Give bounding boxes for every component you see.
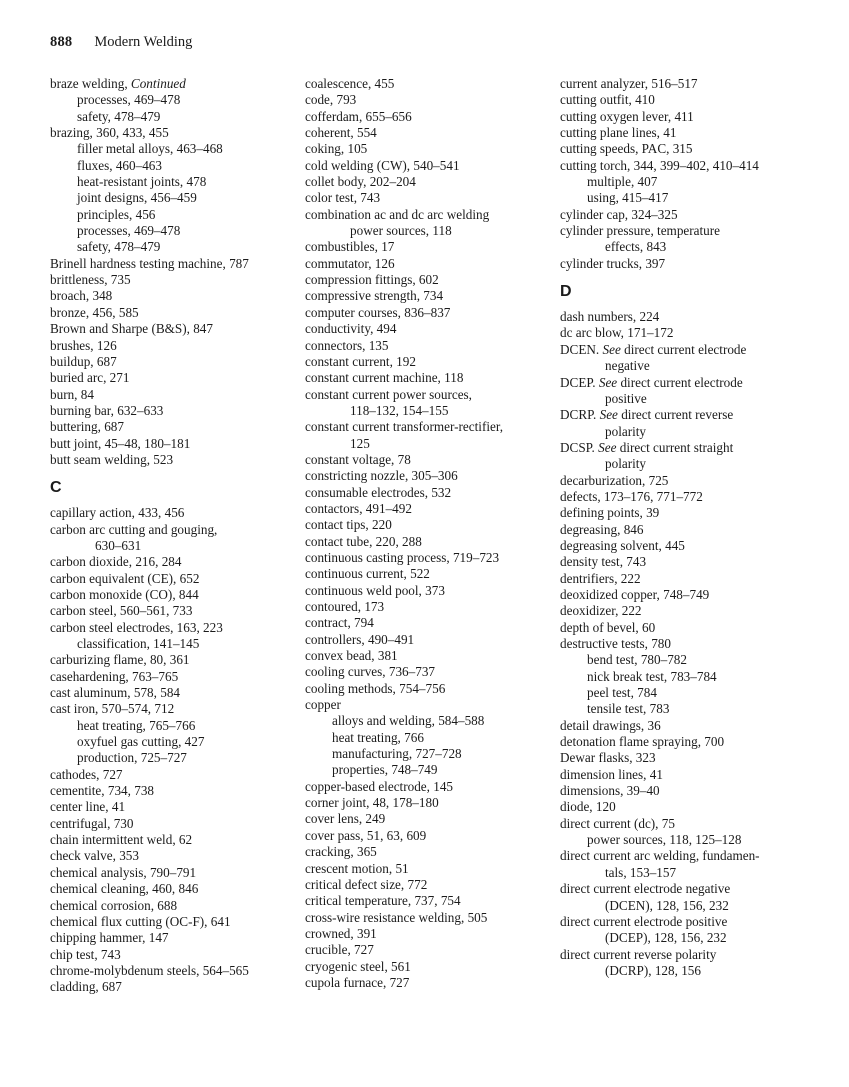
index-entry-line: direct current electrode positive: [560, 913, 728, 929]
index-entry-line: processes, 469–478: [77, 92, 181, 108]
index-entry-line: critical defect size, 772: [305, 876, 428, 892]
index-entry-line: fluxes, 460–463: [77, 157, 162, 173]
book-title: Modern Welding: [94, 34, 193, 50]
index-entry-line: collet body, 202–204: [305, 174, 416, 190]
section-letter-heading: D: [560, 283, 572, 301]
index-entry-line: cracking, 365: [305, 844, 377, 860]
index-entry-line: brittleness, 735: [50, 272, 131, 288]
index-entry-line: carbon monoxide (CO), 844: [50, 586, 199, 602]
index-entry-line: chrome-molybdenum steels, 564–565: [50, 962, 249, 978]
index-entry-line: bend test, 780–782: [587, 652, 687, 668]
index-entry-line: compression fittings, 602: [305, 272, 439, 288]
index-entry-line: chemical corrosion, 688: [50, 897, 178, 913]
index-entry-line: filler metal alloys, 463–468: [77, 141, 223, 157]
index-entry-line: cofferdam, 655–656: [305, 108, 412, 124]
index-entry-line: chain intermittent weld, 62: [50, 832, 193, 848]
index-entry-line: cutting plane lines, 41: [560, 125, 677, 141]
index-entry-line: depth of bevel, 60: [560, 619, 656, 635]
index-entry-line: dc arc blow, 171–172: [560, 325, 674, 341]
index-entry-line: carbon arc cutting and gouging,: [50, 521, 218, 537]
index-entry-line: contactors, 491–492: [305, 500, 412, 516]
index-entry-line: butt joint, 45–48, 180–181: [50, 435, 191, 451]
index-entry-line: decarburization, 725: [560, 472, 669, 488]
index-entry-line: cast iron, 570–574, 712: [50, 701, 175, 717]
index-entry-line: cover pass, 51, 63, 609: [305, 827, 427, 843]
index-entry-line: burning bar, 632–633: [50, 402, 164, 418]
index-entry-line: joint designs, 456–459: [77, 190, 197, 206]
index-entry-line: Brown and Sharpe (B&S), 847: [50, 321, 213, 337]
index-entry-line: nick break test, 783–784: [587, 668, 717, 684]
index-entry-italic-text: Continued: [130, 76, 186, 91]
index-entry-line: coking, 105: [305, 141, 368, 157]
index-entry-line: dash numbers, 224: [560, 309, 660, 325]
index-entry-line: butt seam welding, 523: [50, 451, 174, 467]
index-entry-line: combustibles, 17: [305, 239, 395, 255]
index-entry-line: combination ac and dc arc welding: [305, 206, 490, 222]
index-entry-line: production, 725–727: [77, 750, 187, 766]
index-entry-line: cutting torch, 344, 399–402, 410–414: [560, 157, 759, 173]
index-entry-line: continuous current, 522: [305, 566, 430, 582]
index-entry-line: constant current transformer-rectifier,: [305, 419, 504, 435]
index-entry-line: centrifugal, 730: [50, 815, 134, 831]
index-entry-line: continuous weld pool, 373: [305, 582, 445, 598]
index-entry-line: constant current, 192: [305, 353, 416, 369]
index-entry-line: crowned, 391: [305, 925, 377, 941]
index-entry-line: contact tube, 220, 288: [305, 533, 422, 549]
running-head: [50, 34, 801, 51]
index-entry-line: casehardening, 763–765: [50, 668, 179, 684]
index-entry-line: [560, 342, 803, 358]
section-letter-heading: C: [50, 479, 62, 497]
index-entry-line: safety, 478–479: [77, 239, 161, 255]
index-entry-line: buttering, 687: [50, 419, 124, 435]
index-entry-line: cold welding (CW), 540–541: [305, 157, 460, 173]
index-entry-line: heat-resistant joints, 478: [77, 174, 207, 190]
index-entry-line: chip test, 743: [50, 946, 121, 962]
index-entry-line: 125: [350, 435, 370, 451]
index-entry-line: using, 415–417: [587, 190, 669, 206]
index-entry-line: dentrifiers, 222: [560, 570, 641, 586]
index-entry-line: cementite, 734, 738: [50, 783, 155, 799]
index-entry-line: crescent motion, 51: [305, 860, 409, 876]
index-entry-line: brushes, 126: [50, 337, 117, 353]
index-entry-line: copper-based electrode, 145: [305, 778, 454, 794]
index-entry-line: chemical flux cutting (OC-F), 641: [50, 913, 231, 929]
index-entry-line: processes, 469–478: [77, 223, 181, 239]
index-column-1: [50, 76, 293, 996]
index-entry-line: corner joint, 48, 178–180: [305, 795, 439, 811]
index-entry-line: center line, 41: [50, 799, 126, 815]
index-entry-line: contact tips, 220: [305, 517, 392, 533]
index-column-2: [305, 76, 548, 996]
index-entry-line: chemical analysis, 790–791: [50, 864, 197, 880]
index-entry-line: principles, 456: [77, 206, 156, 222]
index-entry-line: cross-wire resistance welding, 505: [305, 909, 488, 925]
index-entry-line: continuous casting process, 719–723: [305, 549, 500, 565]
index-entry-line: destructive tests, 780: [560, 636, 671, 651]
index-entry-line: burn, 84: [50, 386, 94, 402]
index-entry-line: direct current (dc), 75: [560, 815, 675, 831]
page-number: 888: [50, 34, 73, 50]
index-entry-line: negative: [605, 358, 650, 374]
index-entry-line: [560, 407, 803, 423]
index-entry-line: current analyzer, 516–517: [560, 76, 698, 91]
index-entry-text: direct current electrode: [620, 341, 747, 357]
index-entry-line: [560, 375, 803, 391]
index-entry-line: carburizing flame, 80, 361: [50, 652, 190, 668]
index-entry-line: power sources, 118, 125–128: [587, 832, 742, 848]
index-entry-line: broach, 348: [50, 288, 113, 304]
index-entry-line: carbon dioxide, 216, 284: [50, 554, 182, 570]
index-entry-italic-text: See: [598, 439, 617, 455]
index-entry-line: dimensions, 39–40: [560, 783, 660, 799]
index-entry-line: degreasing, 846: [560, 521, 644, 537]
index-entry-line: constant voltage, 78: [305, 451, 411, 467]
index-entry-line: buildup, 687: [50, 353, 117, 369]
index-entry-line: cover lens, 249: [305, 811, 386, 827]
index-entry-line: brazing, 360, 433, 455: [50, 125, 169, 141]
index-entry-line: cylinder pressure, temperature: [560, 223, 721, 239]
index-entry-text: braze welding,: [50, 76, 131, 91]
index-entry-line: commutator, 126: [305, 255, 395, 271]
index-entry-text: DCEP.: [560, 374, 599, 390]
index-column-3: [560, 76, 803, 996]
index-entry-line: carbon steel electrodes, 163, 223: [50, 619, 223, 635]
index-entry-line: properties, 748–749: [332, 762, 438, 778]
index-entry-line: tensile test, 783: [587, 701, 670, 717]
index-entry-line: direct current electrode negative: [560, 881, 731, 897]
index-entry-line: classification, 141–145: [77, 636, 200, 651]
index-entry-line: heat treating, 765–766: [77, 717, 196, 733]
index-entry-italic-text: See: [602, 341, 621, 357]
index-entry-line: safety, 478–479: [77, 108, 161, 124]
index-entry-line: coalescence, 455: [305, 76, 395, 91]
index-entry-line: compressive strength, 734: [305, 288, 444, 304]
index-entry-line: deoxidizer, 222: [560, 603, 642, 619]
index-entry-text: DCEN.: [560, 341, 603, 357]
index-entry-line: chipping hammer, 147: [50, 930, 169, 946]
index-entry-line: cathodes, 727: [50, 766, 123, 782]
index-entry-line: [560, 440, 803, 456]
index-entry-line: 118–132, 154–155: [350, 402, 449, 418]
index-entry-line: carbon steel, 560–561, 733: [50, 603, 193, 619]
index-entry-line: critical temperature, 737, 754: [305, 893, 461, 909]
index-entry-line: degreasing solvent, 445: [560, 537, 685, 553]
index-entry-line: power sources, 118: [350, 223, 452, 239]
index-entry-line: alloys and welding, 584–588: [332, 713, 485, 729]
index-entry-line: cylinder trucks, 397: [560, 255, 666, 271]
index-entry-line: cladding, 687: [50, 979, 122, 995]
index-entry-line: direct current reverse polarity: [560, 946, 717, 962]
index-entry-line: density test, 743: [560, 554, 647, 570]
index-entry-line: polarity: [605, 423, 647, 439]
index-entry-line: tals, 153–157: [605, 864, 677, 880]
index-entry-line: Dewar flasks, 323: [560, 750, 656, 766]
index-entry-line: dimension lines, 41: [560, 766, 663, 782]
index-entry-line: capillary action, 433, 456: [50, 505, 185, 521]
index-entry-line: conductivity, 494: [305, 321, 397, 337]
index-entry-line: consumable electrodes, 532: [305, 484, 452, 500]
index-entry-line: deoxidized copper, 748–749: [560, 586, 710, 602]
index-entry-line: chemical cleaning, 460, 846: [50, 881, 199, 897]
index-entry-line: buried arc, 271: [50, 370, 130, 386]
index-entry-line: contract, 794: [305, 615, 374, 631]
index-columns: [50, 76, 801, 996]
index-entry-text: direct current electrode: [617, 374, 743, 390]
index-entry-line: positive: [605, 390, 647, 406]
index-entry-line: constant current power sources,: [305, 386, 472, 402]
index-entry-text: direct current reverse: [617, 407, 734, 423]
index-entry-line: cooling methods, 754–756: [305, 680, 446, 696]
index-entry-italic-text: See: [599, 407, 618, 423]
index-entry-line: bronze, 456, 585: [50, 304, 139, 320]
index-entry-line: crucible, 727: [305, 942, 374, 958]
index-entry-line: carbon equivalent (CE), 652: [50, 570, 200, 586]
index-entry-line: detail drawings, 36: [560, 717, 661, 733]
index-entry-line: contoured, 173: [305, 599, 385, 614]
index-entry-line: heat treating, 766: [332, 729, 424, 745]
index-entry-line: constant current machine, 118: [305, 370, 464, 386]
index-entry-line: cutting speeds, PAC, 315: [560, 141, 693, 157]
index-entry-line: color test, 743: [305, 190, 381, 206]
index-entry-line: cooling curves, 736–737: [305, 664, 436, 680]
index-entry-line: cryogenic steel, 561: [305, 958, 411, 974]
index-entry-line: oxyfuel gas cutting, 427: [77, 734, 205, 750]
index-entry-line: direct current arc welding, fundamen-: [560, 848, 760, 864]
index-entry-line: cupola furnace, 727: [305, 974, 410, 990]
index-entry-line: defects, 173–176, 771–772: [560, 488, 703, 504]
index-entry-line: cylinder cap, 324–325: [560, 206, 678, 222]
index-entry-line: detonation flame spraying, 700: [560, 734, 725, 750]
index-entry-line: convex bead, 381: [305, 648, 398, 664]
index-entry-text: DCSP.: [560, 439, 599, 455]
index-entry-line: controllers, 490–491: [305, 631, 415, 647]
index-entry-line: 630–631: [95, 537, 142, 553]
index-entry-line: copper: [305, 697, 341, 713]
index-entry-line: (DCRP), 128, 156: [605, 962, 701, 978]
index-entry-line: cutting oxygen lever, 411: [560, 108, 694, 124]
index-entry-line: connectors, 135: [305, 337, 389, 353]
index-entry-line: effects, 843: [605, 239, 667, 255]
index-entry-line: computer courses, 836–837: [305, 304, 451, 320]
index-entry-text: direct current straight: [616, 439, 734, 455]
index-entry-line: polarity: [605, 456, 647, 472]
index-entry-line: peel test, 784: [587, 685, 657, 701]
index-entry-line: check valve, 353: [50, 848, 139, 864]
index-entry-line: Brinell hardness testing machine, 787: [50, 255, 249, 271]
index-entry-line: constricting nozzle, 305–306: [305, 468, 458, 484]
index-entry-line: (DCEN), 128, 156, 232: [605, 897, 729, 913]
index-entry-line: multiple, 407: [587, 174, 658, 190]
index-entry-line: coherent, 554: [305, 125, 377, 141]
index-entry-line: cast aluminum, 578, 584: [50, 685, 181, 701]
index-entry-line: (DCEP), 128, 156, 232: [605, 930, 727, 946]
index-entry-italic-text: See: [598, 374, 618, 390]
index-entry-line: code, 793: [305, 92, 357, 108]
index-entry-line: defining points, 39: [560, 505, 660, 521]
index-entry-line: diode, 120: [560, 799, 616, 815]
index-entry-text: DCRP.: [560, 407, 600, 423]
index-entry-line: cutting outfit, 410: [560, 92, 655, 108]
index-entry-line: [50, 76, 293, 92]
index-entry-line: manufacturing, 727–728: [332, 746, 462, 762]
